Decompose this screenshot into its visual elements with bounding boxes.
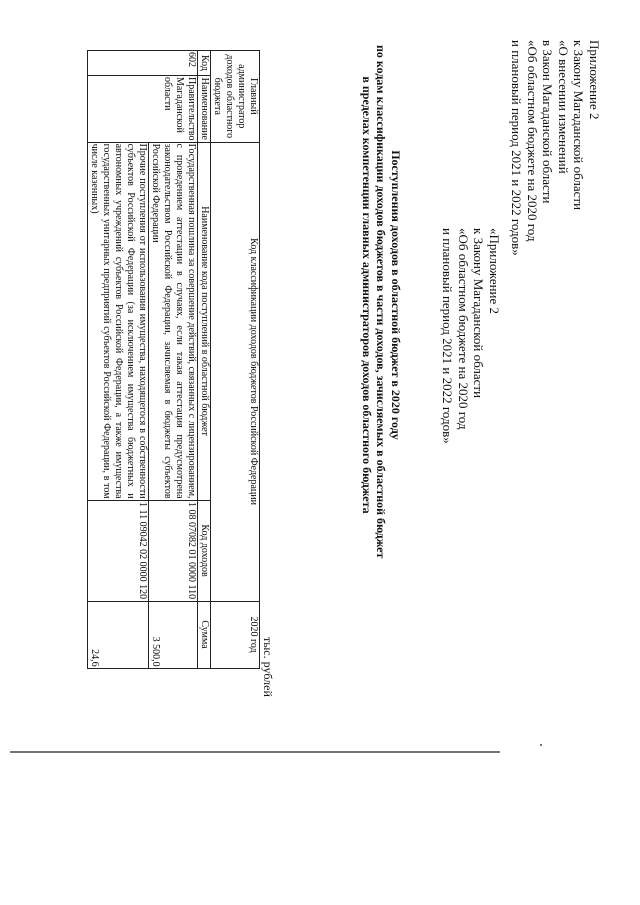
appendix-line: в Закон Магаданской области [540,40,556,204]
header-code: Код [198,51,211,76]
appendix-line: «Об областном бюджете на 2020 год [456,228,471,430]
header-admin: Главный администратор доходов областного бюджета [211,51,260,143]
appendix-line: «О внесении изменений [556,40,571,174]
appendix-line: к Закону Магаданской области [471,228,487,399]
appendix-line: и плановый период 2021 и 2022 годов» [440,228,456,444]
appendix-line: Приложение 2 [587,40,602,120]
income-description: Прочие поступления от использования имущества, находящегося в собственности субъектов Российской Федерации (за исключением имущества бюджетных и автономных учреждений субъектов Российской Федерации, а также имущества государственных унитарных предприятий субъектов Российской Федерации, в том числе казенных) [89,143,148,499]
header-income-name: Наименование кода поступлений в областной бюджет [198,142,211,500]
header-classification: Код классификации доходов бюджетов Российской Федерации [211,142,260,601]
header-name: Наименование [198,76,211,143]
title-line: Поступления доходов в областной бюджет в 2020 году [389,150,403,440]
income-description: Государственная пошлина за совершение действий, связанных с лицензированием, с проведением аттестации в случаях, если такая аттестация предусмотрена законодательством Российской Федерации, зачисляемая в бюджеты субъектов Российской Федерации [150,143,197,499]
header-year: 2020 год [211,601,260,668]
units-label: тыс. рублей [261,637,275,697]
title-line: в пределах компетенции главных администраторов доходов областного бюджета [360,76,374,514]
appendix-line: к Закону Магаданской области [571,40,587,211]
admin-name: Правительство Магаданской области [88,76,198,143]
income-code: 1 08 07082 01 0000 110 [149,500,198,601]
header-sum: Сумма [198,601,211,668]
appendix-line: «Приложение 2 [487,228,502,315]
title-line: по кодам классификации доходов бюджетов в части доходов, зачисляемых в областной бюджет [374,45,389,559]
income-code: 1 11 09042 02 0000 120 [88,500,149,601]
header-income-code: Код доходов [198,500,211,601]
scan-speck [540,744,542,746]
appendix-line: «Об областном бюджете на 2020 год [525,40,540,242]
admin-code: 602 [88,51,198,76]
income-sum: 3 500,0 [149,601,198,668]
appendix-line: и плановый период 2021 и 2022 годов» [509,40,525,256]
income-sum: 24,6 [88,601,149,668]
